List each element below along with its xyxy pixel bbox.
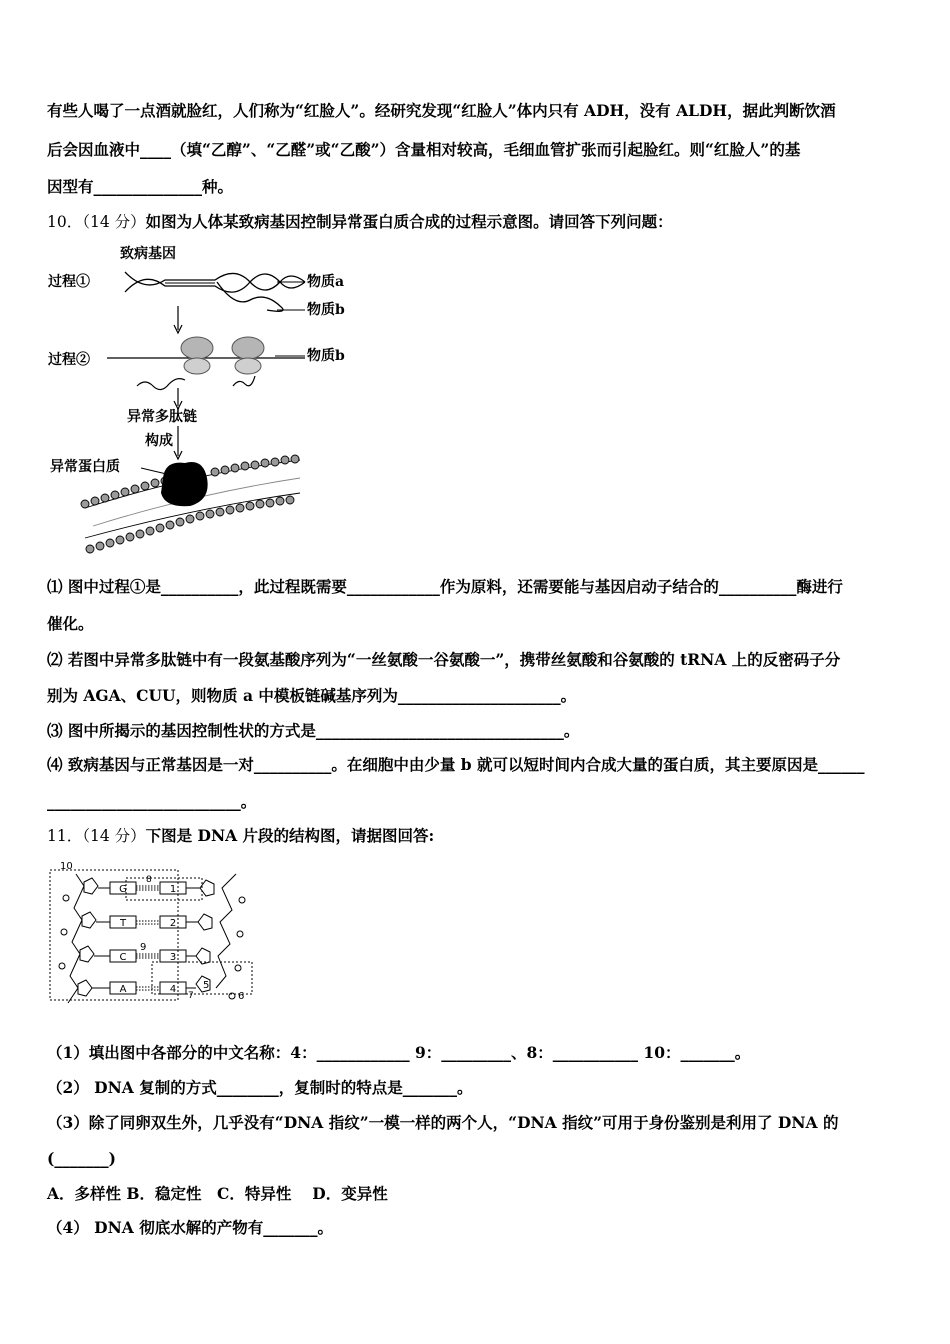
right-backbone — [196, 874, 245, 992]
left-base-4: A — [119, 984, 127, 995]
gene-label: 致病基因 — [120, 246, 176, 262]
question-11-header — [47, 826, 907, 846]
intro-line-2: 后会因血液中____（填“乙醇”、“乙醛”或“乙酸”）含量相对较高，毛细血管扩张而引起脸红。则“红脸人”的基 — [47, 140, 801, 159]
question-11-text: 下图是 DNA 片段的结构图，请据图回答: — [145, 826, 435, 845]
gene-expression-figure — [45, 238, 365, 563]
left-base-3: C — [119, 952, 127, 963]
box-7 — [152, 962, 252, 994]
q10-1-line-a: ⑴ 图中过程①是__________，此过程既需要____________作为原料，还需要能与基因启动子结合的__________酶进行 — [47, 577, 843, 596]
question-10-header — [47, 212, 907, 232]
q11-2-line: （2） DNA 复制的方式________，复制时的特点是_______。 — [47, 1078, 473, 1097]
question-10-number: 10．（14 分） — [47, 213, 146, 231]
label-9: 9 — [140, 942, 147, 953]
label-10: 10 — [60, 861, 73, 872]
polypeptide-label: 异常多肽链 — [127, 409, 197, 425]
ribosome-1 — [181, 337, 213, 374]
question-11-number: 11．（14 分） — [47, 827, 146, 845]
compose-label: 构成 — [145, 433, 173, 449]
q10-4-line-b: _________________________。 — [47, 792, 257, 811]
question-10-text: 如图为人体某致病基因控制异常蛋白质合成的过程示意图。请回答下列问题： — [145, 212, 673, 231]
q11-4-line: （4） DNA 彻底水解的产物有_______。 — [47, 1218, 333, 1237]
base-pairs — [92, 882, 200, 994]
q11-3-line-a: （3）除了同卵双生外，几乎没有“DNA 指纹”一模一样的两个人，“DNA 指纹”可用于身份鉴别是利用了 DNA 的 — [47, 1113, 839, 1132]
box-10 — [50, 870, 178, 1000]
dna-structure-figure — [46, 858, 261, 1008]
q10-2-line-b: 别为 AGA、CUU，则物质 a 中模板链碱基序列为_____________________。 — [47, 686, 577, 705]
abnormal-protein-blob — [161, 462, 208, 506]
intro-line-1: 有些人喝了一点酒就脸红，人们称为“红脸人”。经研究发现“红脸人”体内只有 ADH，没有 ALDH，据此判断饮酒 — [47, 101, 836, 120]
q10-3-line: ⑶ 图中所揭示的基因控制性状的方式是________________________________。 — [47, 721, 580, 740]
right-base-1: 1 — [169, 884, 177, 895]
ribosome-2 — [232, 337, 264, 374]
right-base-2: 2 — [169, 918, 177, 929]
process-2-label: 过程② — [48, 352, 90, 368]
left-backbone — [59, 874, 98, 1003]
hydrogen-bonds — [136, 886, 160, 990]
q10-1-line-b: 催化。 — [47, 614, 94, 633]
right-base-4: 4 — [169, 984, 177, 995]
q11-1-line: （1）填出图中各部分的中文名称：4：____________ 9：_________、8：___________ 10：_______。 — [47, 1043, 751, 1062]
polypeptide-2 — [233, 376, 255, 386]
dna-helix — [125, 272, 305, 311]
q10-2-line-a: ⑵ 若图中异常多肽链中有一段氨基酸序列为“一丝氨酸一谷氨酸一”，携带丝氨酸和谷氨酸的 tRNA 上的反密码子分 — [47, 650, 841, 669]
label-6: 6 — [238, 991, 245, 1002]
label-7: 7 — [188, 991, 194, 1001]
substance-b-label-2: 物质b — [307, 348, 345, 364]
q10-4-line-a: ⑷ 致病基因与正常基因是一对__________。在细胞中由少量 b 就可以短时间内合成大量的蛋白质，其主要原因是______ — [47, 755, 865, 774]
abnormal-protein-label: 异常蛋白质 — [50, 459, 120, 475]
label-8: 8 — [146, 875, 152, 885]
q11-3-line-b: (_______) — [47, 1149, 116, 1168]
intro-line-3: 因型有______________种。 — [47, 177, 234, 196]
left-base-2: T — [119, 918, 127, 929]
left-base-1: G — [119, 884, 127, 895]
substance-b-label-1: 物质b — [307, 302, 345, 318]
q11-options: A．多样性 B．稳定性 C．特异性 D．变异性 — [47, 1184, 388, 1203]
polypeptide-1 — [137, 379, 185, 390]
label-5: 5 — [203, 980, 210, 991]
process-1-label: 过程① — [48, 274, 90, 290]
right-base-3: 3 — [169, 952, 177, 963]
substance-a-label: 物质a — [307, 274, 345, 290]
box-8 — [126, 878, 202, 900]
